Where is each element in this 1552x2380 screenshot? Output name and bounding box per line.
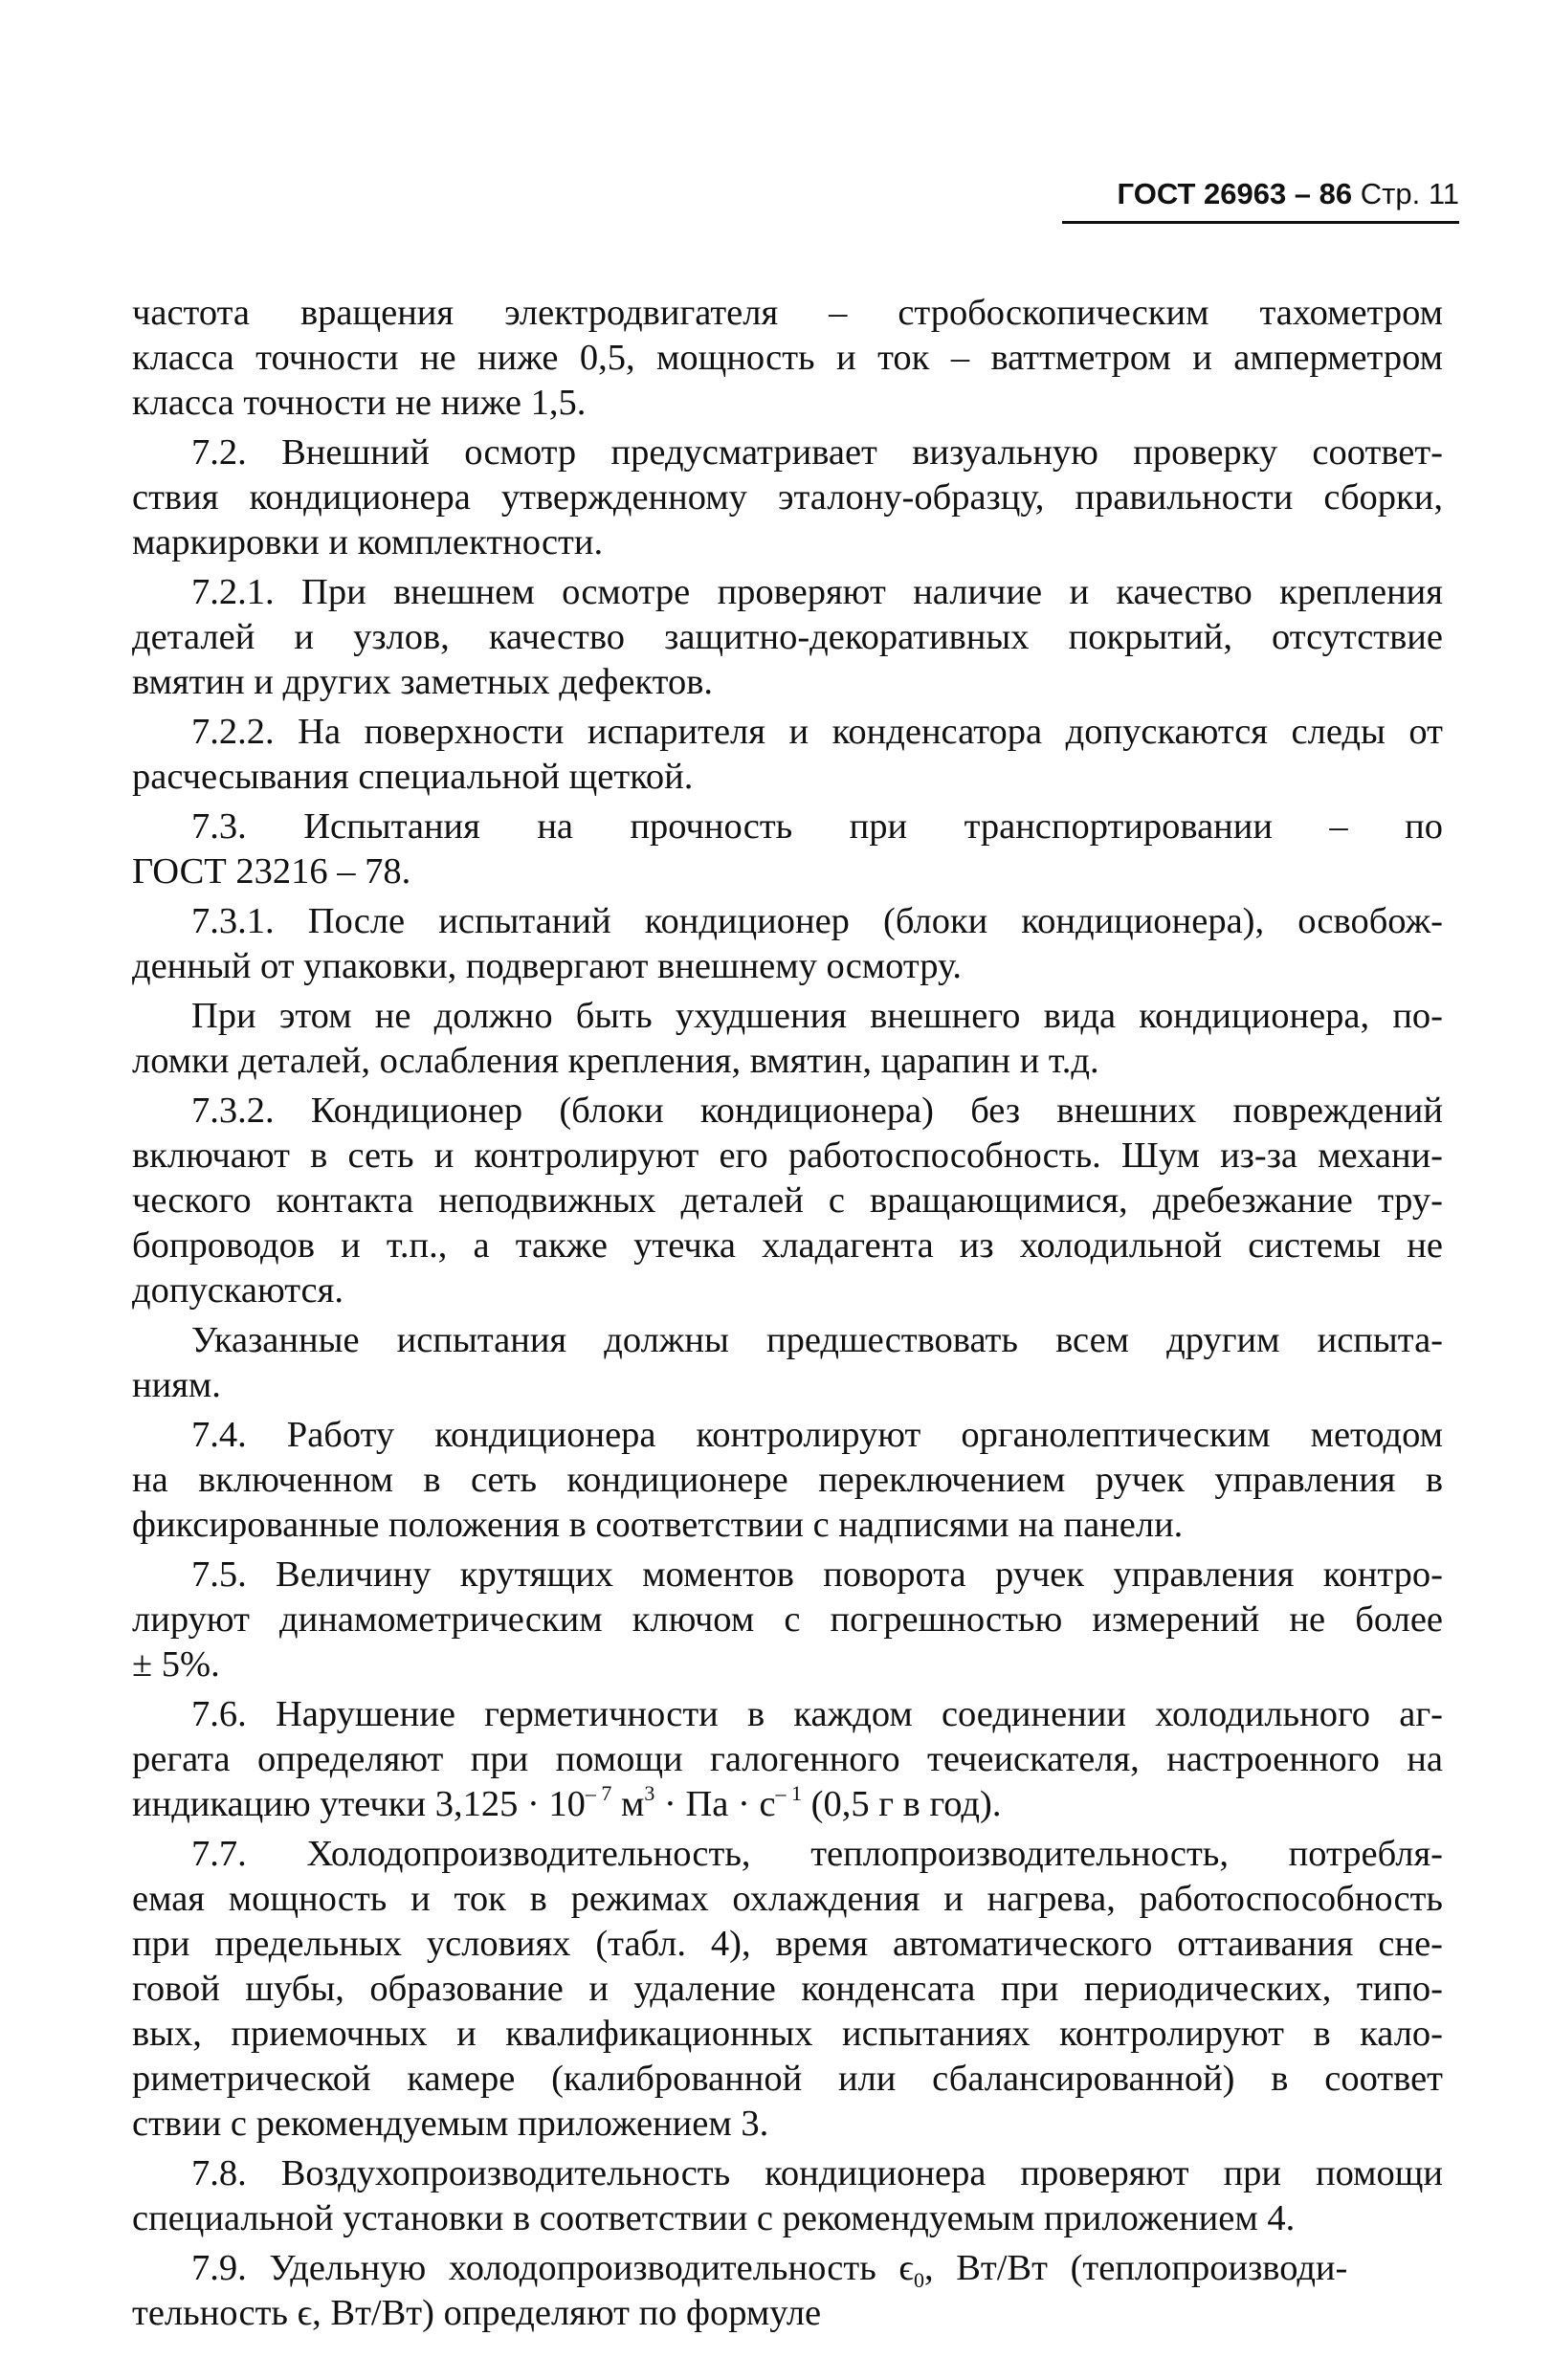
paragraph-7-2-1: 7.2.1. При внешнем осмотре проверяют наличие и качество крепления bbox=[191, 572, 1443, 612]
paragraph-7-5: 7.5. Величину крутящих моментов поворота ручек управления контро- bbox=[191, 1554, 1443, 1595]
paragraph-7-9 bbox=[191, 2247, 1443, 2292]
paragraph-7-3: 7.3. Испытания на прочность при транспортировании – по bbox=[191, 806, 1443, 847]
paragraph-7-2-2: 7.2.2. На поверхности испарителя и конденсатора допускаются следы от bbox=[191, 712, 1443, 752]
formula-text: 7.9. Удельную холодопроизводительность ϵ bbox=[191, 2248, 914, 2288]
text-line: риметрической камере (калиброванной или сбалансированной) в соответ bbox=[132, 2059, 1443, 2099]
text-line: ГОСТ 23216 – 78. bbox=[132, 851, 411, 892]
exponent: – 7 bbox=[585, 1781, 612, 1805]
text-line: ствии с рекомендуемым приложением 3. bbox=[132, 2104, 769, 2144]
text-line: расчесывания специальной щеткой. bbox=[132, 757, 694, 797]
text-line: на включенном в сеть кондиционере переключением ручек управления в bbox=[132, 1460, 1443, 1500]
text-line: лируют динамометрическим ключом с погрешностью измерений не более bbox=[132, 1599, 1443, 1640]
exponent: 3 bbox=[644, 1781, 655, 1805]
text-line: вых, приемочных и квалификационных испытаниях контролируют в кало- bbox=[132, 2014, 1443, 2054]
text-line: ломки деталей, ослабления крепления, вмятин, царапин и т.д. bbox=[132, 1041, 1099, 1081]
text-line: при предельных условиях (табл. 4), время автоматического оттаивания сне- bbox=[132, 1924, 1443, 1964]
text-line: специальной установки в соответствии с рекомендуемым приложением 4. bbox=[132, 2198, 1296, 2238]
text-line: ческого контакта неподвижных деталей с вращающимися, дребезжание тру- bbox=[132, 1180, 1443, 1221]
text-line: емая мощность и ток в режимах охлаждения и нагрева, работоспособность bbox=[132, 1879, 1443, 1919]
formula-text: · Па · с bbox=[654, 1784, 776, 1824]
paragraph-7-2: 7.2. Внешний осмотр предусматривает визуальную проверку соответ- bbox=[191, 432, 1443, 473]
text-line: вмятин и других заметных дефектов. bbox=[132, 662, 713, 702]
text-line: бопроводов и т.п., а также утечка хладагента из холодильной системы не bbox=[132, 1225, 1443, 1266]
page-header bbox=[1062, 175, 1459, 224]
paragraph-7-3-2: 7.3.2. Кондиционер (блоки кондиционера) без внешних повреждений bbox=[191, 1091, 1443, 1131]
text-line: ниям. bbox=[132, 1365, 221, 1405]
paragraph-7-8: 7.8. Воздухопроизводительность кондиционера проверяют при помощи bbox=[191, 2153, 1443, 2193]
formula-text: м bbox=[611, 1784, 645, 1824]
text-line: регата определяют при помощи галогенного течеискателя, настроенного на bbox=[132, 1739, 1443, 1779]
formula-text: , Вт/Вт (теплопроизводи- bbox=[923, 2248, 1348, 2288]
paragraph-7-3-2-note: Указанные испытания должны предшествовать всем другим испыта- bbox=[191, 1320, 1443, 1360]
formula-line bbox=[132, 1783, 1443, 1825]
text-line: частота вращения электродвигателя – стробоскопическим тахометром bbox=[132, 293, 1443, 333]
text-line: маркировки и комплектности. bbox=[132, 522, 604, 562]
text-line: допускаются. bbox=[132, 1270, 344, 1311]
paragraph-7-6: 7.6. Нарушение герметичности в каждом соединении холодильного аг- bbox=[191, 1694, 1443, 1734]
text-line: включают в сеть и контролируют его работоспособность. Шум из-за механи- bbox=[132, 1135, 1443, 1176]
text-line: ствия кондиционера утвержденному эталону-образцу, правильности сборки, bbox=[132, 477, 1443, 518]
text-line: фиксированные положения в соответствии с надписями на панели. bbox=[132, 1505, 1184, 1545]
text-line: тельность ϵ, Вт/Вт) определяют по формуле bbox=[132, 2293, 822, 2333]
text-line: деталей и узлов, качество защитно-декоративных покрытий, отсутствие bbox=[132, 617, 1443, 657]
standard-code: ГОСТ 26963 – 86 bbox=[1117, 177, 1353, 210]
exponent: – 1 bbox=[775, 1781, 803, 1805]
text-line: денный от упаковки, подвергают внешнему осмотру. bbox=[132, 946, 962, 986]
paragraph-7-3-1-note: При этом не должно быть ухудшения внешнего вида кондиционера, по- bbox=[191, 996, 1443, 1036]
subscript: 0 bbox=[913, 2268, 924, 2292]
paragraph-7-3-1: 7.3.1. После испытаний кондиционер (блоки кондиционера), освобож- bbox=[191, 901, 1443, 941]
text-line: ± 5%. bbox=[132, 1644, 220, 1685]
page-number: Стр. 11 bbox=[1360, 177, 1459, 210]
paragraph-7-4: 7.4. Работу кондиционера контролируют органолептическим методом bbox=[191, 1415, 1443, 1455]
text-line: класса точности не ниже 1,5. bbox=[132, 383, 587, 423]
formula-text: индикацию утечки 3,125 · 10 bbox=[132, 1784, 586, 1824]
text-line: говой шубы, образование и удаление конденсата при периодических, типо- bbox=[132, 1969, 1443, 2009]
paragraph-7-7: 7.7. Холодопроизводительность, теплопроизводительность, потребля- bbox=[191, 1834, 1443, 1874]
text-line: класса точности не ниже 0,5, мощность и ток – ваттметром и амперметром bbox=[132, 338, 1443, 378]
formula-text: (0,5 г в год). bbox=[802, 1784, 1002, 1824]
